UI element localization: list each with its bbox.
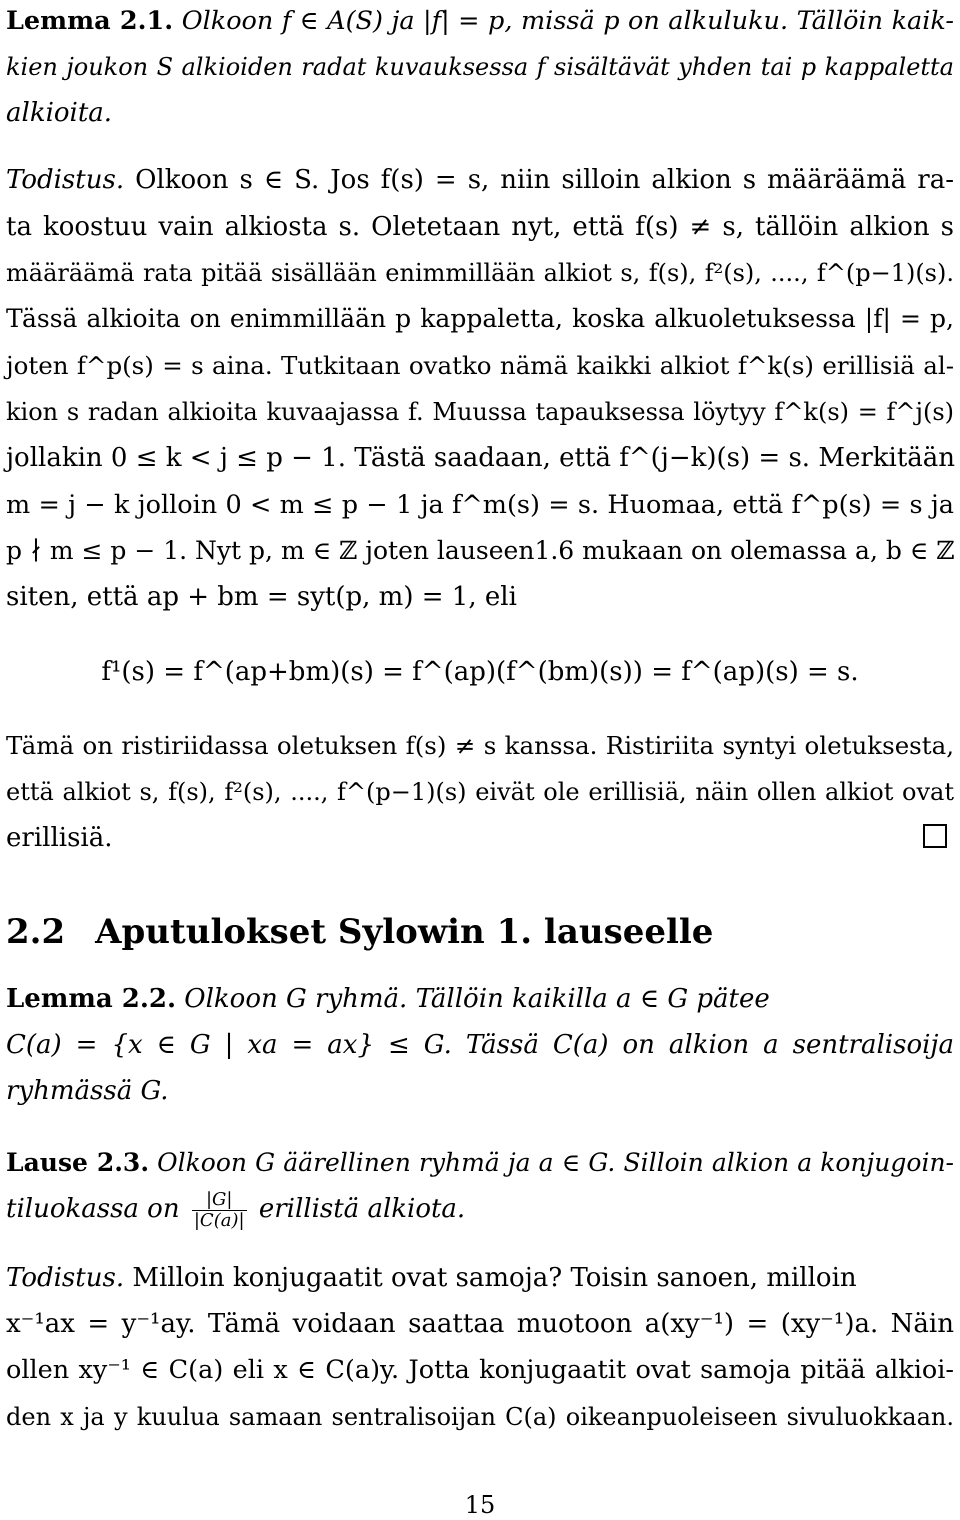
proof-1-after-1: Tämä on ristiriidassa oletuksen f(s) ≠ s kanssa. Ristiriita syntyi oletuksesta, [6, 731, 954, 760]
lemma-2-2-text-1: Olkoon G ryhmä. Tällöin kaikilla a ∈ G pätee [184, 984, 770, 1014]
qed-box [923, 824, 947, 848]
lemma-2-2-line-1 [6, 982, 954, 1016]
section-number: 2.2 [6, 912, 66, 952]
fraction [192, 1190, 247, 1231]
proof-1-label: Todistus. [6, 165, 125, 195]
lemma-2-1-line-3: alkioita. [6, 98, 113, 128]
lause-2-3-text-1: Olkoon G äärellinen ryhmä ja a ∈ G. Silloin alkion a konjugoin- [157, 1148, 954, 1177]
lause-2-3-label: Lause 2.3. [6, 1148, 150, 1177]
proof-2-text-1: Milloin konjugaatit ovat samoja? Toisin sanoen, milloin [132, 1263, 857, 1293]
lemma-2-1-label: Lemma 2.1. [6, 6, 174, 36]
proof-1-line-9: p ∤ m ≤ p − 1. Nyt p, m ∈ ℤ joten lauseen1.6 mukaan on olemassa a, b ∈ ℤ [6, 536, 955, 565]
lemma-2-1-line-1 [6, 4, 954, 38]
fraction-denominator: |C(a)| [193, 1209, 245, 1231]
lemma-2-1-line-2: kien joukon S alkioiden radat kuvauksessa f sisältävät yhden tai p kappaletta [6, 53, 954, 81]
proof-1-line-1 [6, 163, 954, 197]
proof-1-line-4: Tässä alkioita on enimmillään p kappaletta, koska alkuoletuksessa |f| = p, [6, 304, 954, 333]
proof-2-line-3: ollen xy⁻¹ ∈ C(a) eli x ∈ C(a)y. Jotta konjugaatit ovat samoja pitää alkioi- [6, 1355, 954, 1385]
fraction-numerator: |G| [192, 1190, 247, 1211]
lause-2-3-line-2 [6, 1189, 954, 1231]
lemma-2-2-line-3: ryhmässä G. [6, 1076, 169, 1106]
proof-1-line-6: kion s radan alkioita kuvaajassa f. Muussa tapauksessa löytyy f^k(s) = f^j(s) [6, 398, 954, 426]
page-number: 15 [464, 1491, 496, 1519]
proof-2-line-1 [6, 1261, 954, 1295]
proof-1-line-2: ta koostuu vain alkiosta s. Oletetaan nyt, että f(s) ≠ s, tällöin alkion s [6, 212, 954, 242]
lause-2-3-text-2a: tiluokassa on [6, 1194, 180, 1224]
lemma-2-2-label: Lemma 2.2. [6, 984, 177, 1014]
proof-1-line-5: joten f^p(s) = s aina. Tutkitaan ovatko nämä kaikki alkiot f^k(s) erillisiä al- [6, 351, 954, 380]
lause-2-3-line-1 [6, 1146, 954, 1180]
display-equation: f¹(s) = f^(ap+bm)(s) = f^(ap)(f^(bm)(s)) = f^(ap)(s) = s. [101, 657, 859, 687]
proof-1-text-1: Olkoon s ∈ S. Jos f(s) = s, niin silloin alkion s määräämä ra- [135, 165, 955, 195]
section-heading [6, 912, 713, 952]
lause-2-3-text-2b: erillistä alkiota. [258, 1194, 466, 1224]
proof-1-line-3: määräämä rata pitää sisällään enimmillään alkiot s, f(s), f²(s), ...., f^(p−1)(s). [6, 259, 954, 287]
proof-2-label: Todistus. [6, 1263, 125, 1293]
proof-1-after-2: että alkiot s, f(s), f²(s), ...., f^(p−1)(s) eivät ole erillisiä, näin ollen alkiot ovat [6, 778, 954, 806]
proof-1-line-8: m = j − k jolloin 0 < m ≤ p − 1 ja f^m(s) = s. Huomaa, että f^p(s) = s ja [6, 490, 954, 520]
lemma-2-1-text-1: Olkoon f ∈ A(S) ja |f| = p, missä p on alkuluku. Tällöin kaik- [181, 6, 955, 36]
lemma-2-2-line-2: C(a) = {x ∈ G | xa = ax} ≤ G. Tässä C(a) on alkion a sentralisoija [6, 1030, 954, 1060]
proof-1-line-7: jollakin 0 ≤ k < j ≤ p − 1. Tästä saadaan, että f^(j−k)(s) = s. Merkitään [6, 443, 956, 473]
proof-2-line-4: den x ja y kuulua samaan sentralisoijan C(a) oikeanpuoleiseen sivuluokkaan. [6, 1403, 954, 1431]
proof-2-line-2: x⁻¹ax = y⁻¹ay. Tämä voidaan saattaa muotoon a(xy⁻¹) = (xy⁻¹)a. Näin [6, 1309, 954, 1339]
proof-1-after-3: erillisiä. [6, 823, 113, 853]
section-title: Aputulokset Sylowin 1. lauseelle [95, 912, 714, 952]
proof-1-line-10: siten, että ap + bm = syt(p, m) = 1, eli [6, 582, 517, 612]
